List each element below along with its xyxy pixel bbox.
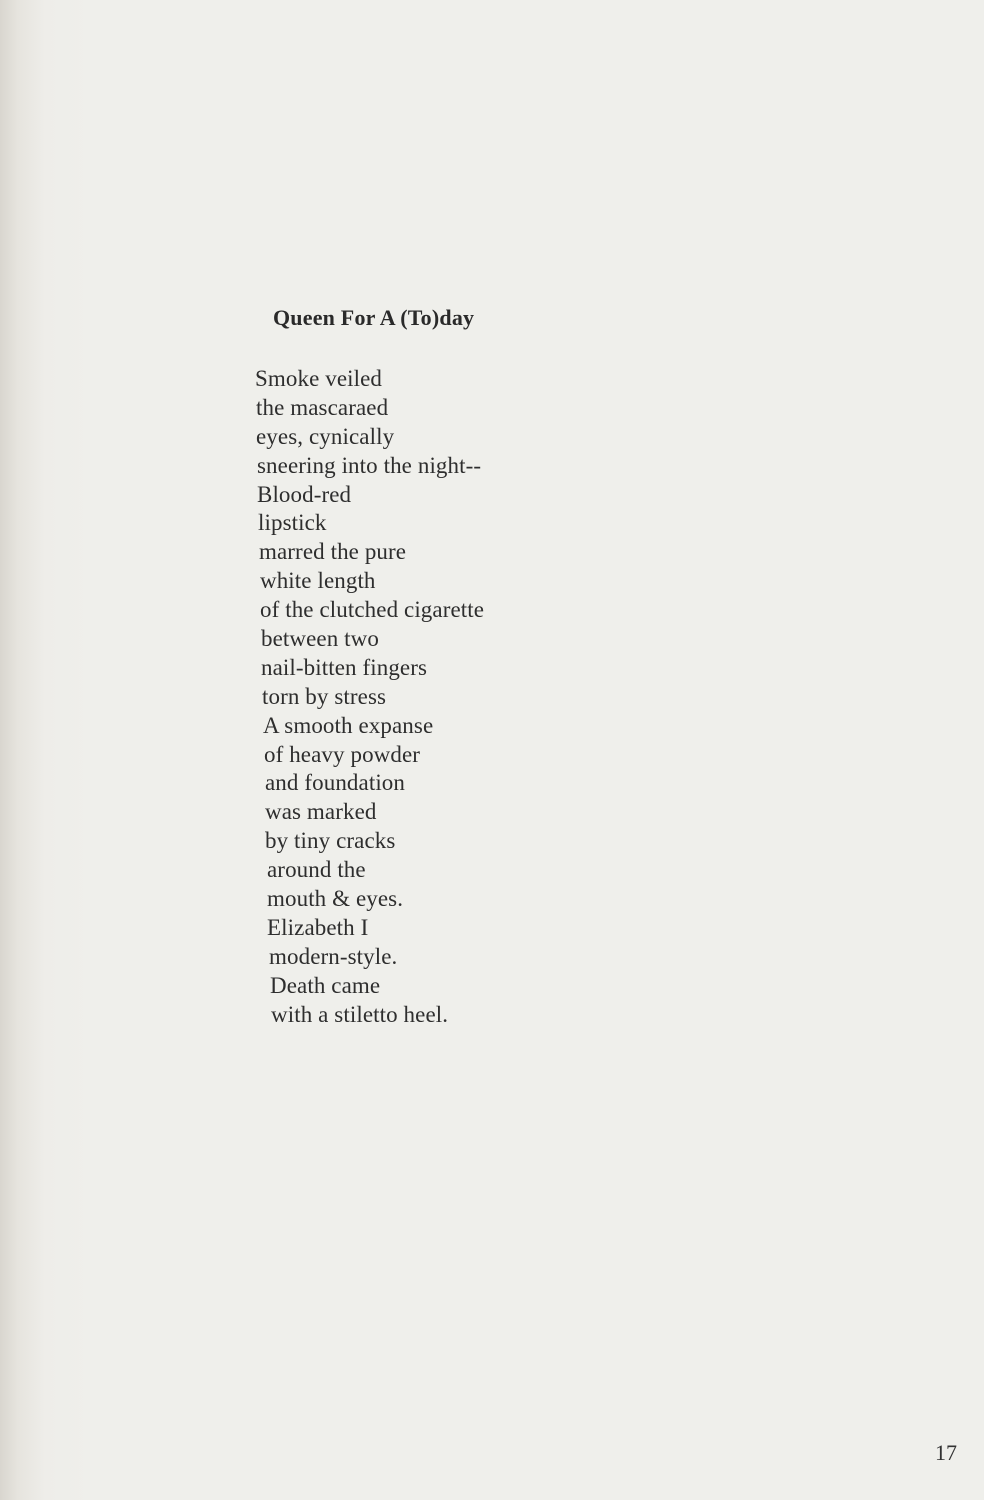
- poem-line: nail-bitten fingers: [261, 654, 428, 680]
- poem-line: lipstick: [258, 510, 327, 536]
- poem-line: of the clutched cigarette: [260, 597, 485, 623]
- poem-body: [255, 365, 484, 1029]
- poem-line: A smooth expanse: [263, 712, 434, 738]
- poem-line: with a stiletto heel.: [271, 1001, 449, 1027]
- poem-line: by tiny cracks: [265, 828, 396, 854]
- poem-line: sneering into the night--: [257, 452, 482, 478]
- poem-line: of heavy powder: [264, 741, 421, 767]
- page-number: 17: [935, 1440, 957, 1465]
- poem-line: Smoke veiled: [255, 366, 383, 391]
- poem-line: torn by stress: [262, 683, 387, 709]
- poem-line: Elizabeth I: [267, 914, 369, 940]
- poem-line: and foundation: [265, 770, 406, 796]
- poem-line: mouth & eyes.: [267, 886, 404, 912]
- poem-line: modern-style.: [269, 943, 398, 969]
- poem-line: between two: [261, 626, 379, 652]
- poem-line: marred the pure: [259, 539, 407, 565]
- poem-line: Blood-red: [257, 481, 352, 507]
- poem-title: Queen For A (To)day: [273, 305, 475, 330]
- poem-line: was marked: [265, 799, 377, 825]
- poem-line: the mascaraed: [256, 394, 389, 420]
- poem-line: around the: [267, 857, 366, 883]
- poem-line: white length: [260, 568, 376, 594]
- poem-line: eyes, cynically: [256, 423, 395, 449]
- poem-line: Death came: [270, 972, 381, 998]
